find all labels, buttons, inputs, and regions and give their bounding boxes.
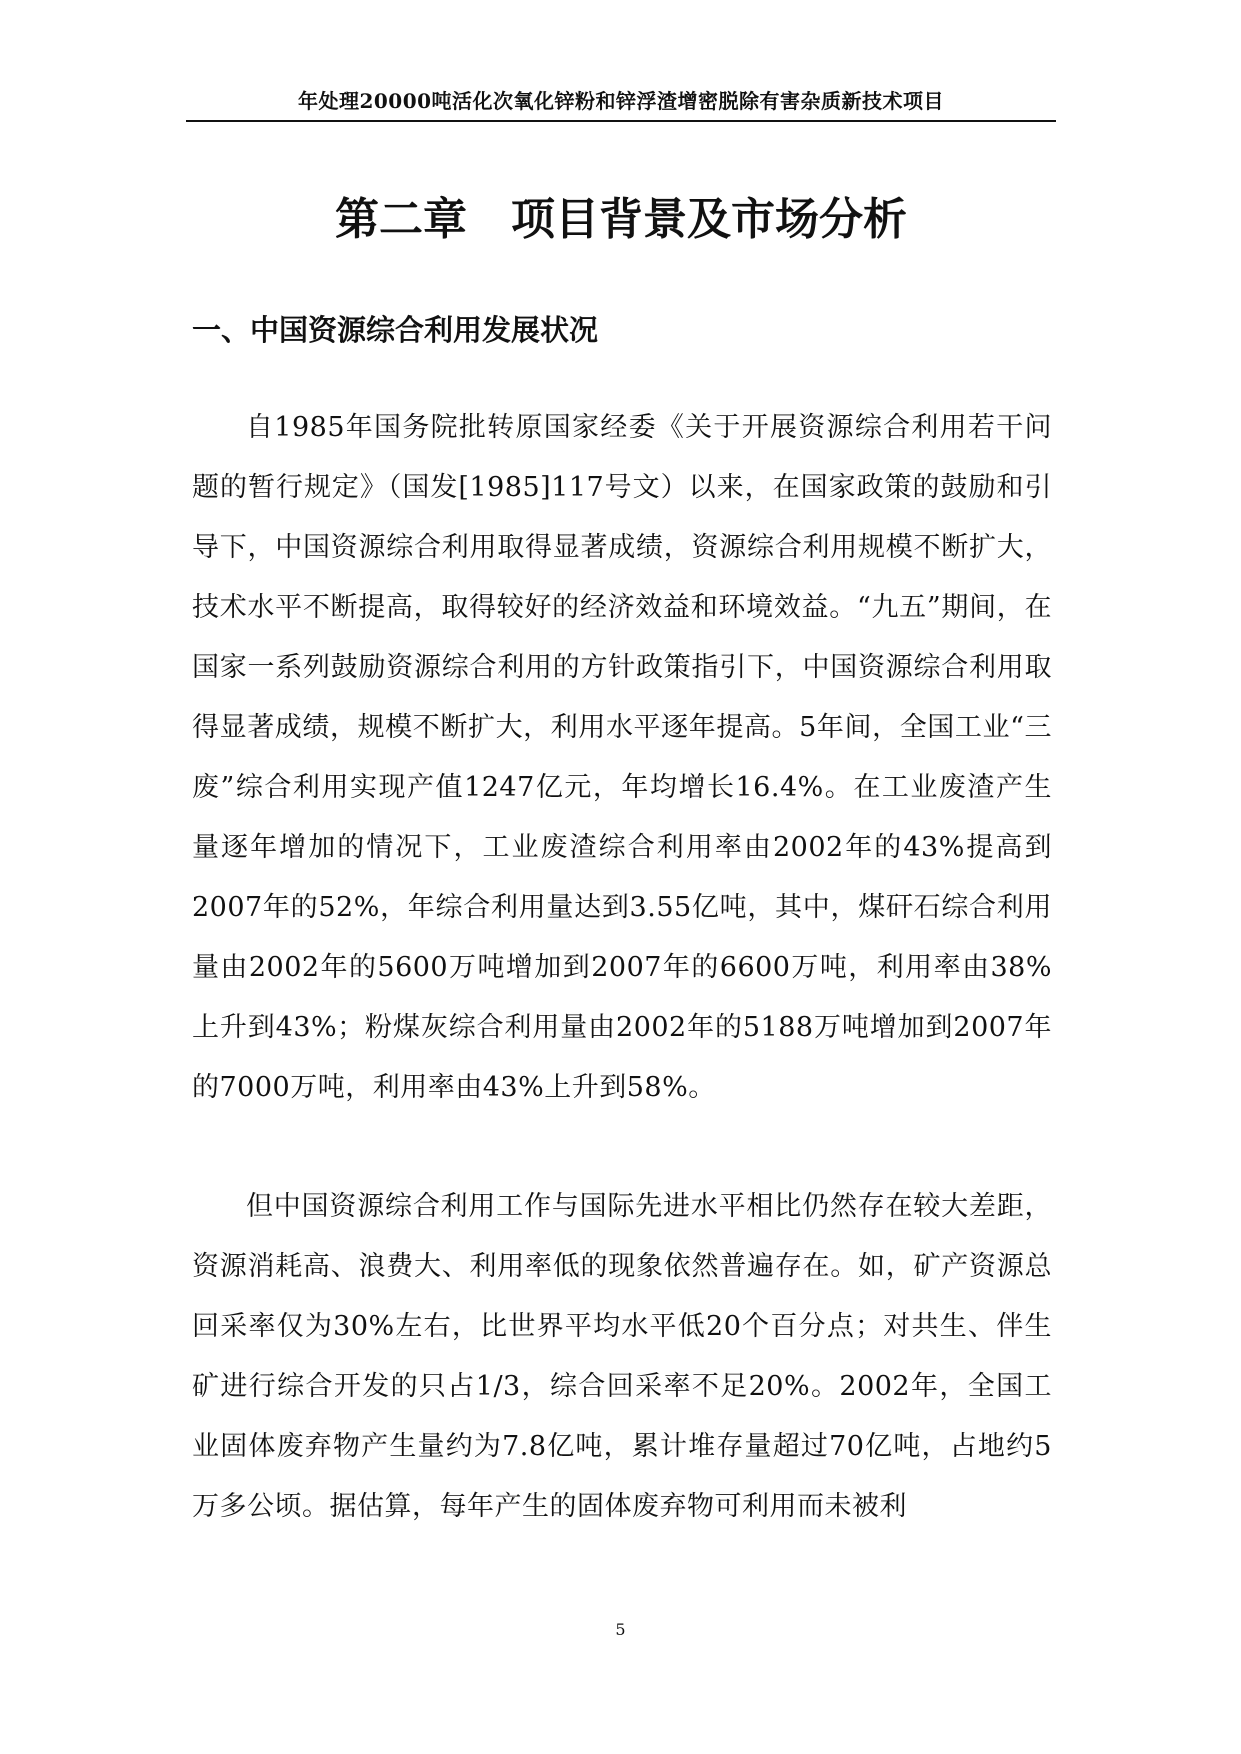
running-header: 年处理20000吨活化次氧化锌粉和锌浮渣增密脱除有害杂质新技术项目 bbox=[297, 89, 945, 113]
body-paragraph: 但中国资源综合利用工作与国际先进水平相比仍然存在较大差距，资源消耗高、浪费大、利用率低的现象依然普遍存在。如，矿产资源总回采率仅为30%左右，比世界平均水平低20个百分点；对共生、伴生矿进行综合开发的只占1/3，综合回采率不足20%。2002年，全国工业固体废弃物产生量约为7.8亿吨，累计堆存量超过70亿吨，占地约5万多公顷。据估算，每年产生的固体废弃物可利用而未被利 bbox=[192, 1191, 1052, 1522]
header-rule bbox=[186, 120, 1056, 122]
body-paragraph: 自1985年国务院批转原国家经委《关于开展资源综合利用若干问题的暂行规定》（国发[1985]117号文）以来，在国家政策的鼓励和引导下，中国资源综合利用取得显著成绩，资源综合利用规模不断扩大，技术水平不断提高，取得较好的经济效益和环境效益。“九五”期间，在国家一系列鼓励资源综合利用的方针政策指引下，中国资源综合利用取得显著成绩，规模不断扩大，利用水平逐年提高。5年间，全国工业“三废”综合利用实现产值1247亿元，年均增长16.4%。在工业废渣产生量逐年增加的情况下，工业废渣综合利用率由2002年的43%提高到2007年的52%，年综合利用量达到3.55亿吨，其中，煤矸石综合利用量由2002年的5600万吨增加到2007年的6600万吨，利用率由38%上升到43%；粉煤灰综合利用量由2002年的5188万吨增加到2007年的7000万吨，利用率由43%上升到58%。 bbox=[192, 412, 1052, 1103]
page-number: 5 bbox=[615, 1620, 626, 1639]
chapter-title: 第二章 项目背景及市场分析 bbox=[335, 194, 907, 245]
section-heading: 一、中国资源综合利用发展状况 bbox=[192, 313, 599, 347]
